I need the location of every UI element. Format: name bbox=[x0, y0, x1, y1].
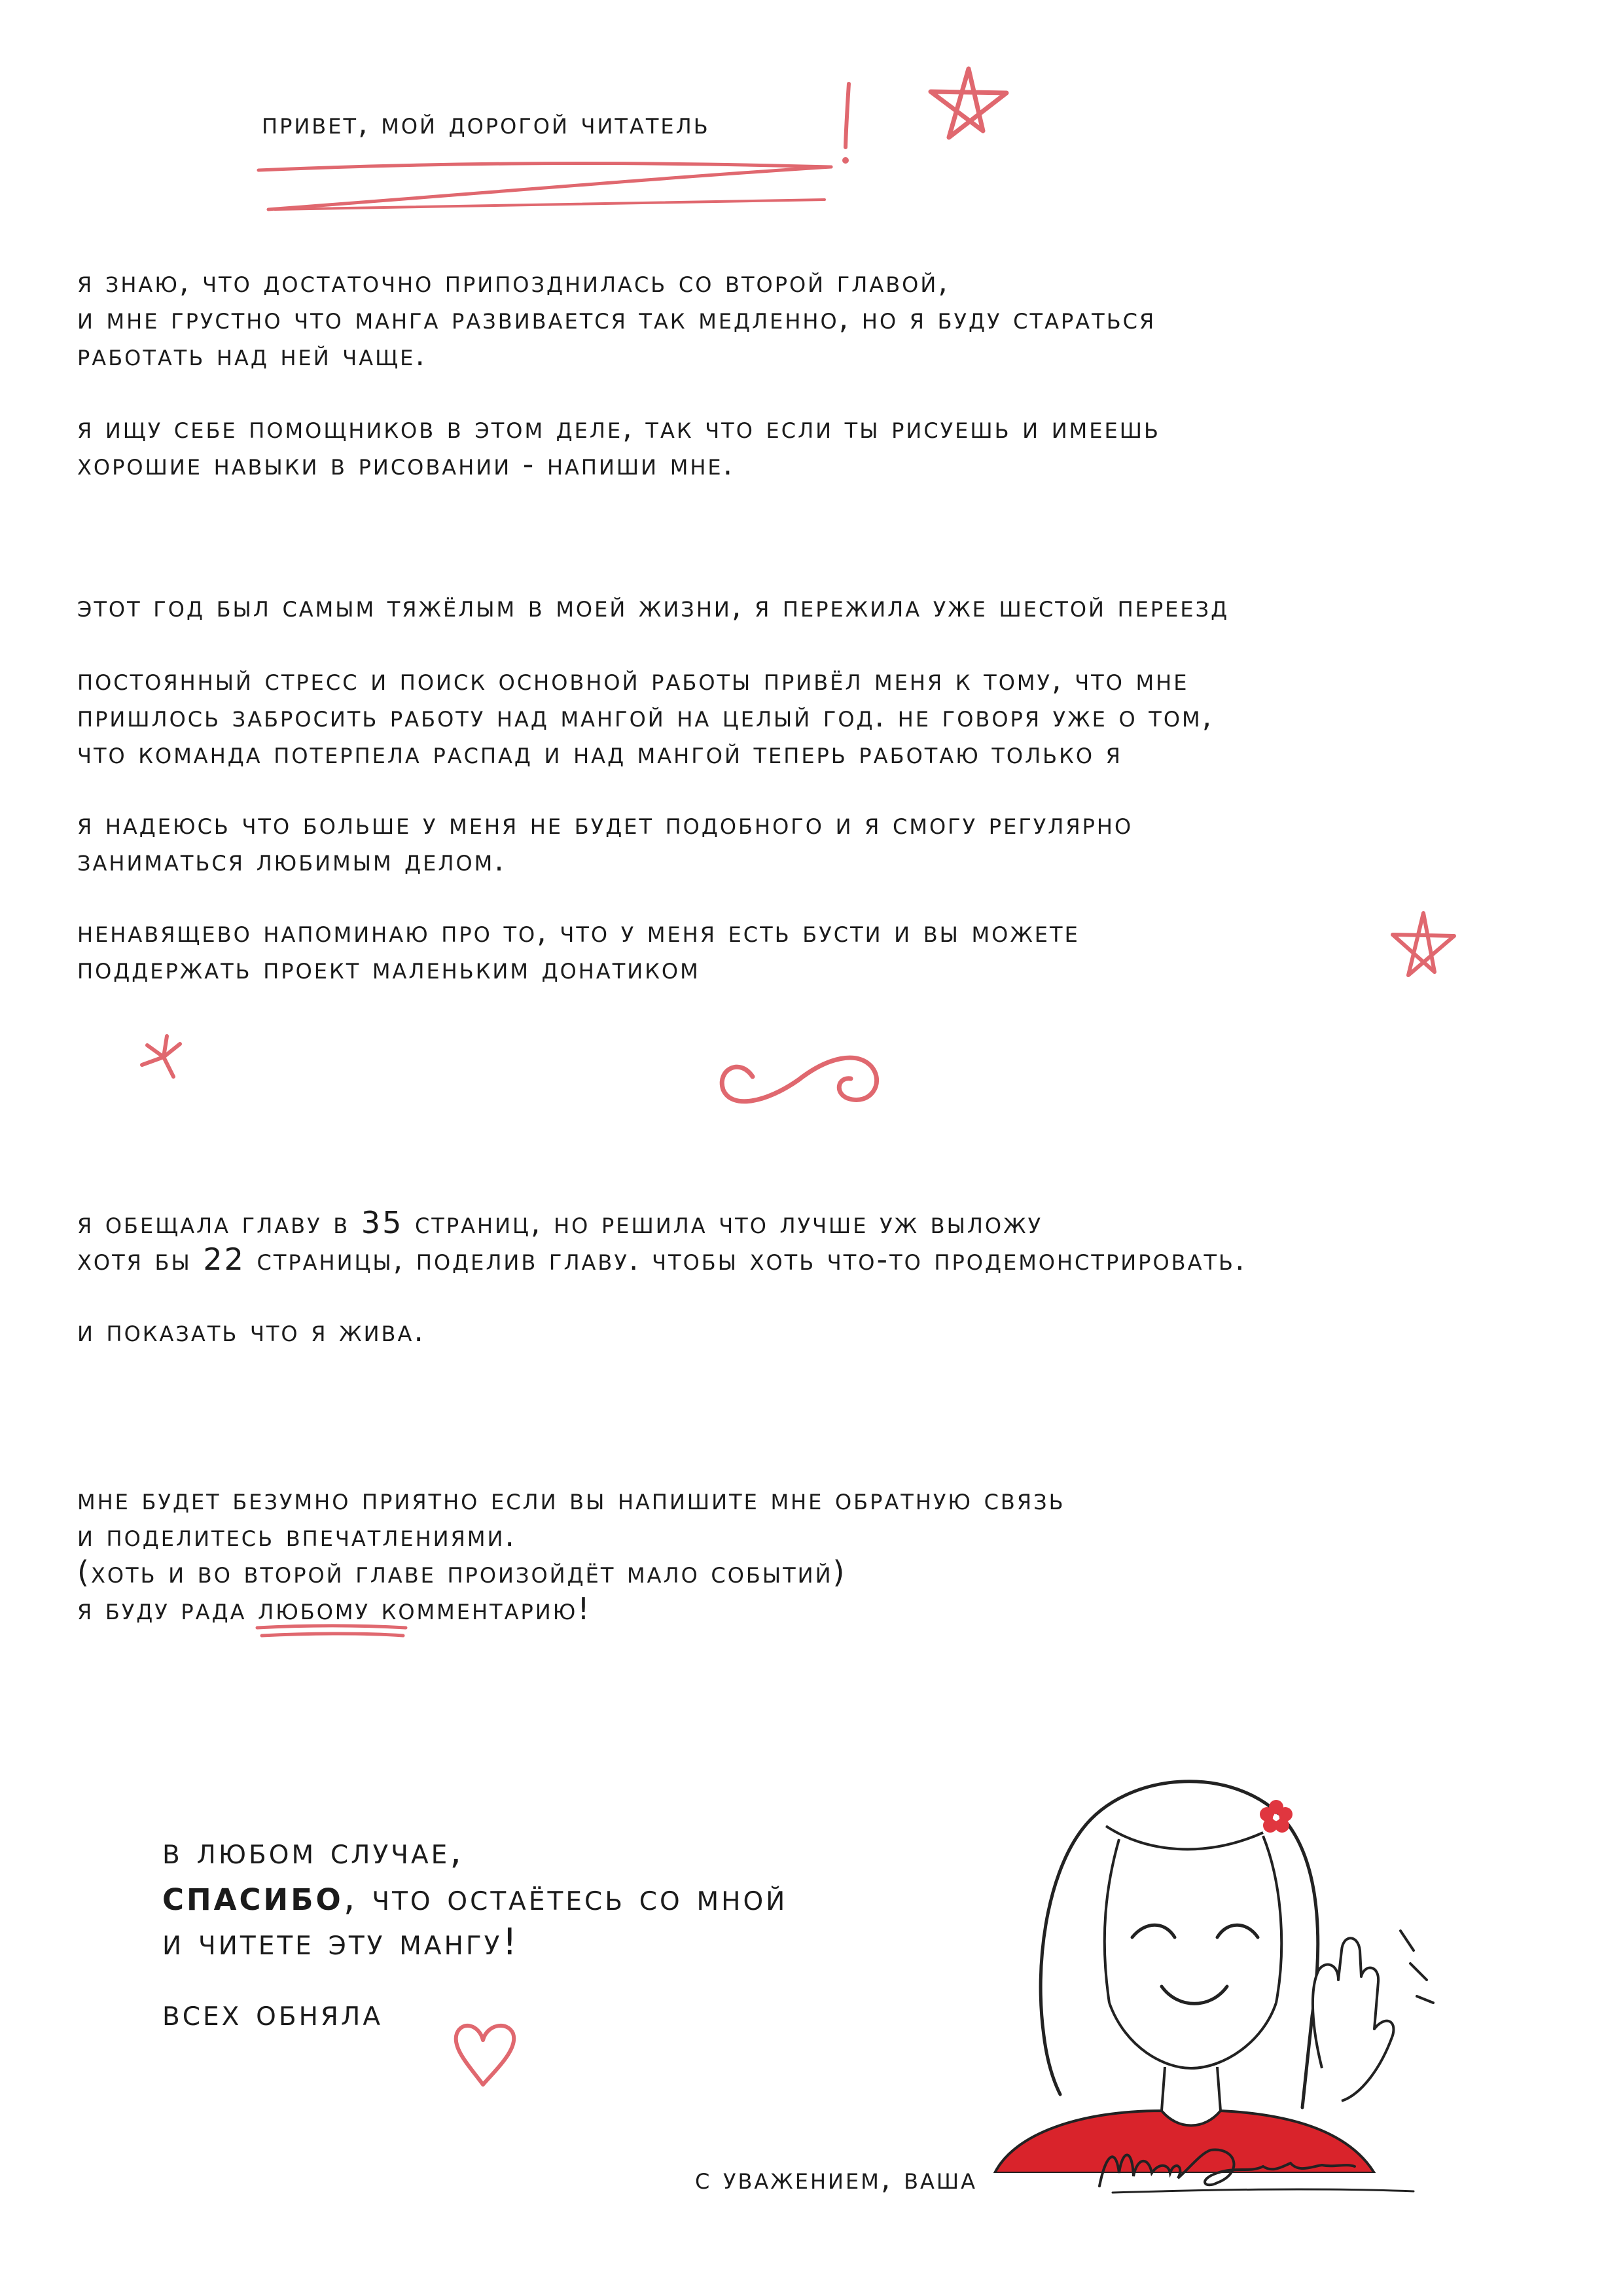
text-line: я надеюсь что больше у меня не будет подобного и я смогу регулярно bbox=[77, 806, 1133, 841]
text-line: ненавящево напоминаю про то, что у меня есть бусти и вы можете bbox=[77, 914, 1080, 949]
paragraph-stress bbox=[77, 661, 1213, 771]
paragraph-chapter-pages bbox=[77, 1204, 1247, 1278]
text-line: (хоть и во второй главе произойдёт мало событий) bbox=[77, 1554, 847, 1590]
text-line: заниматься любимым делом. bbox=[77, 842, 506, 878]
text-line: этот год был самым тяжёлым в моей жизни, я пережила уже шестой переезд bbox=[77, 588, 1230, 624]
text-line: что команда потерпела распад и над мангой теперь работаю только я bbox=[77, 735, 1122, 770]
paragraph-hope bbox=[77, 805, 1133, 878]
text-line: я ищу себе помощников в этом деле, так что если ты рисуешь и имеешь bbox=[77, 410, 1160, 445]
paragraph-hard-year bbox=[77, 588, 1229, 624]
signature bbox=[1086, 2127, 1427, 2206]
greeting-text: привет, мой дорогой читатель bbox=[262, 105, 710, 141]
text-line: хотя бы 22 страницы, поделив главу. чтобы хоть что-то продемонстрировать. bbox=[77, 1242, 1247, 1277]
text-line: работать над ней чаще. bbox=[77, 337, 427, 372]
text-fragment: комментарию! bbox=[370, 1591, 592, 1626]
spacer bbox=[162, 1965, 787, 1991]
text-fragment: я буду рада bbox=[77, 1591, 259, 1626]
signoff bbox=[695, 2160, 977, 2197]
paragraph-feedback bbox=[77, 1480, 1065, 1627]
star-doodle-icon bbox=[1387, 910, 1459, 982]
thanks-bold: спасибо bbox=[162, 1872, 344, 1920]
greeting-heading bbox=[262, 105, 710, 141]
text-line: я обещала главу в 35 страниц, но решила что лучше уж выложу bbox=[77, 1205, 1043, 1240]
text-line: постоянный стресс и поиск основной работы привёл меня к тому, что мне bbox=[77, 662, 1189, 697]
hugs-text: всех обняла bbox=[162, 1992, 383, 2034]
text-line: хорошие навыки в рисовании - напиши мне. bbox=[77, 446, 735, 482]
flower-doodle-icon bbox=[1260, 1800, 1293, 1833]
underlined-word bbox=[258, 1591, 370, 1626]
author-portrait-illustration bbox=[955, 1754, 1453, 2173]
greeting-underline-doodle bbox=[249, 147, 838, 219]
text-line: в любом случае, bbox=[162, 1830, 465, 1873]
text-line: и мне грустно что манга развивается так медленно, но я буду стараться bbox=[77, 300, 1156, 336]
paragraph-alive bbox=[77, 1312, 425, 1349]
swirl-doodle-icon bbox=[713, 1041, 883, 1113]
exclamation-doodle-icon bbox=[834, 79, 861, 170]
paragraph-late-chapter bbox=[77, 263, 1156, 373]
text-fragment: , что остаётесь со мной bbox=[343, 1876, 788, 1919]
star-doodle-icon bbox=[923, 65, 1014, 144]
sparkle-doodle-icon bbox=[134, 1031, 193, 1083]
text-line bbox=[77, 1590, 1065, 1627]
text-line: и читете эту мангу! bbox=[162, 1921, 520, 1964]
text-line: и поделитесь впечатлениями. bbox=[77, 1518, 517, 1553]
text-line: пришлось забросить работу над мангой на целый год. не говоря уже о том, bbox=[77, 698, 1214, 734]
closing-block bbox=[162, 1829, 787, 2036]
text-line: я знаю, что достаточно припозднилась со второй главой, bbox=[77, 264, 950, 299]
signoff-text: с уважением, ваша bbox=[695, 2161, 978, 2196]
heart-doodle-icon bbox=[445, 2019, 524, 2091]
paragraph-boosty bbox=[77, 913, 1080, 986]
text-line: поддержать проект маленьким донатиком bbox=[77, 950, 700, 986]
text-fragment: любому bbox=[258, 1591, 370, 1626]
text-line: мне будет безумно приятно если вы напишите мне обратную связь bbox=[77, 1481, 1065, 1516]
text-line: и показать что я жива. bbox=[77, 1313, 425, 1348]
text-line bbox=[162, 1874, 787, 1920]
underline-doodle bbox=[254, 1623, 411, 1642]
paragraph-helpers bbox=[77, 409, 1160, 482]
